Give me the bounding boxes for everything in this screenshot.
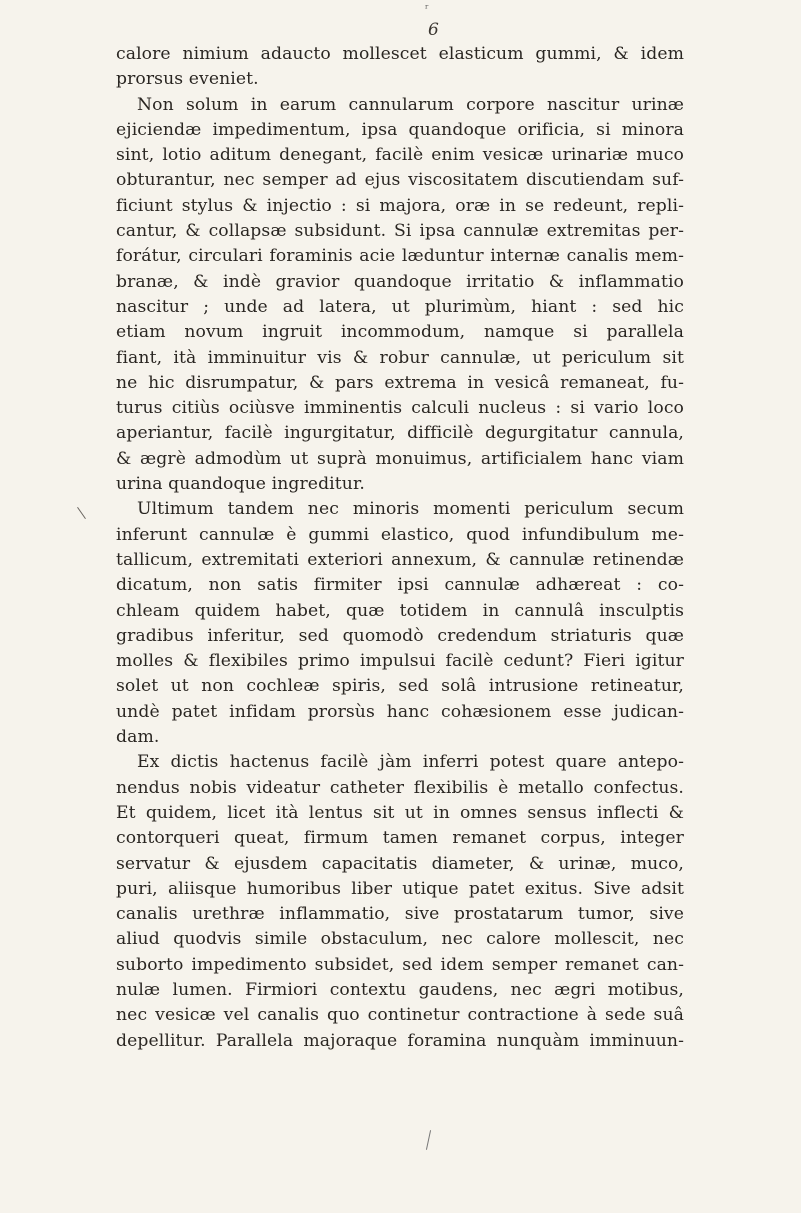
text-line: nulæ lumen. Firmiori contextu gaudens, nec ægri motibus, — [116, 979, 684, 1000]
text-line: inferunt cannulæ è gummi elastico, quod infundibulum me- — [116, 524, 684, 545]
text-line: aliud quodvis simile obstaculum, nec calore mollescit, nec — [116, 929, 684, 950]
text-line: calore nimium adaucto mollescet elasticum gummi, & idem — [116, 44, 684, 64]
text-line: tallicum, extremitati exteriori annexum, & cannulæ retinendæ — [116, 549, 684, 570]
text-line: depellitur. Parallela majoraque foramina nunquàm imminuun- — [116, 1030, 684, 1051]
text-line: solet ut non cochleæ spiris, sed solâ intrusione retineatur, — [116, 676, 684, 697]
stray-mark — [426, 1130, 431, 1150]
text-line: nendus nobis videatur catheter flexibilis è metallo confectus. — [116, 777, 684, 798]
text-line: canalis urethræ inflammatio, sive prostatarum tumor, sive — [116, 904, 684, 925]
text-line: urina quandoque ingreditur. — [116, 474, 365, 495]
text-line: aperiantur, facilè ingurgitatur, difficilè degurgitatur cannula, — [116, 423, 684, 444]
page-number: 6 — [428, 20, 439, 40]
body-text — [116, 42, 684, 1054]
text-line: chleam quidem habet, quæ totidem in cannulâ insculptis — [116, 600, 684, 621]
margin-mark — [77, 507, 86, 519]
text-line: obturantur, nec semper ad ejus viscositatem discutiendam suf- — [116, 170, 684, 191]
text-line: dicatum, non satis firmiter ipsi cannulæ adhæreat : co- — [116, 575, 684, 596]
text-line: ficiunt stylus & injectio : si majora, oræ in se redeunt, repli- — [116, 195, 684, 216]
text-line: suborto impedimento subsidet, sed idem semper remanet can- — [116, 954, 684, 975]
text-line: contorqueri queat, firmum tamen remanet corpus, integer — [116, 828, 684, 849]
text-line: cantur, & collapsæ subsidunt. Si ipsa cannulæ extremitas per- — [116, 221, 684, 242]
text-line: prorsus eveniet. — [116, 69, 259, 90]
text-line: ne hic disrumpatur, & pars extrema in vesicâ remaneat, fu- — [116, 372, 684, 393]
printer-mark: ʳ — [425, 2, 429, 15]
text-line: Ex dictis hactenus facilè jàm inferri potest quare antepo- — [137, 752, 684, 773]
text-line: Non solum in earum cannularum corpore nascitur urinæ — [137, 94, 684, 115]
text-line: molles & flexibiles primo impulsui facilè cedunt? Fieri igitur — [116, 651, 684, 672]
text-line: Ultimum tandem nec minoris momenti periculum secum — [137, 499, 684, 520]
text-line: turus citiùs ociùsve imminentis calculi nucleus : si vario loco — [116, 398, 684, 419]
text-line: forátur, circulari foraminis acie læduntur internæ canalis mem- — [116, 246, 684, 267]
text-line: & ægrè admodùm ut suprà monuimus, artificialem hanc viam — [116, 448, 684, 469]
text-line: servatur & ejusdem capacitatis diameter, & urinæ, muco, — [116, 853, 684, 874]
text-line: Et quidem, licet ità lentus sit ut in omnes sensus inflecti & — [116, 802, 684, 823]
text-line: dam. — [116, 727, 160, 748]
text-line: sint, lotio aditum denegant, facilè enim vesicæ urinariæ muco — [116, 145, 684, 166]
text-line: etiam novum ingruit incommodum, namque si parallela — [116, 322, 684, 343]
text-line: ejiciendæ impedimentum, ipsa quandoque orificia, si minora — [116, 119, 684, 140]
text-line: nec vesicæ vel canalis quo continetur contractione à sede suâ — [116, 1005, 684, 1026]
text-line: nascitur ; unde ad latera, ut plurimùm, hiant : sed hic — [116, 296, 684, 317]
text-line: undè patet infidam prorsùs hanc cohæsionem esse judican- — [116, 701, 684, 722]
text-line: puri, aliisque humoribus liber utique patet exitus. Sive adsit — [116, 878, 684, 899]
text-line: fiant, ità imminuitur vis & robur cannulæ, ut periculum sit — [116, 347, 684, 368]
text-line: gradibus inferitur, sed quomodò credendum striaturis quæ — [116, 625, 684, 646]
text-line: branæ, & indè gravior quandoque irritatio & inflammatio — [116, 271, 684, 292]
